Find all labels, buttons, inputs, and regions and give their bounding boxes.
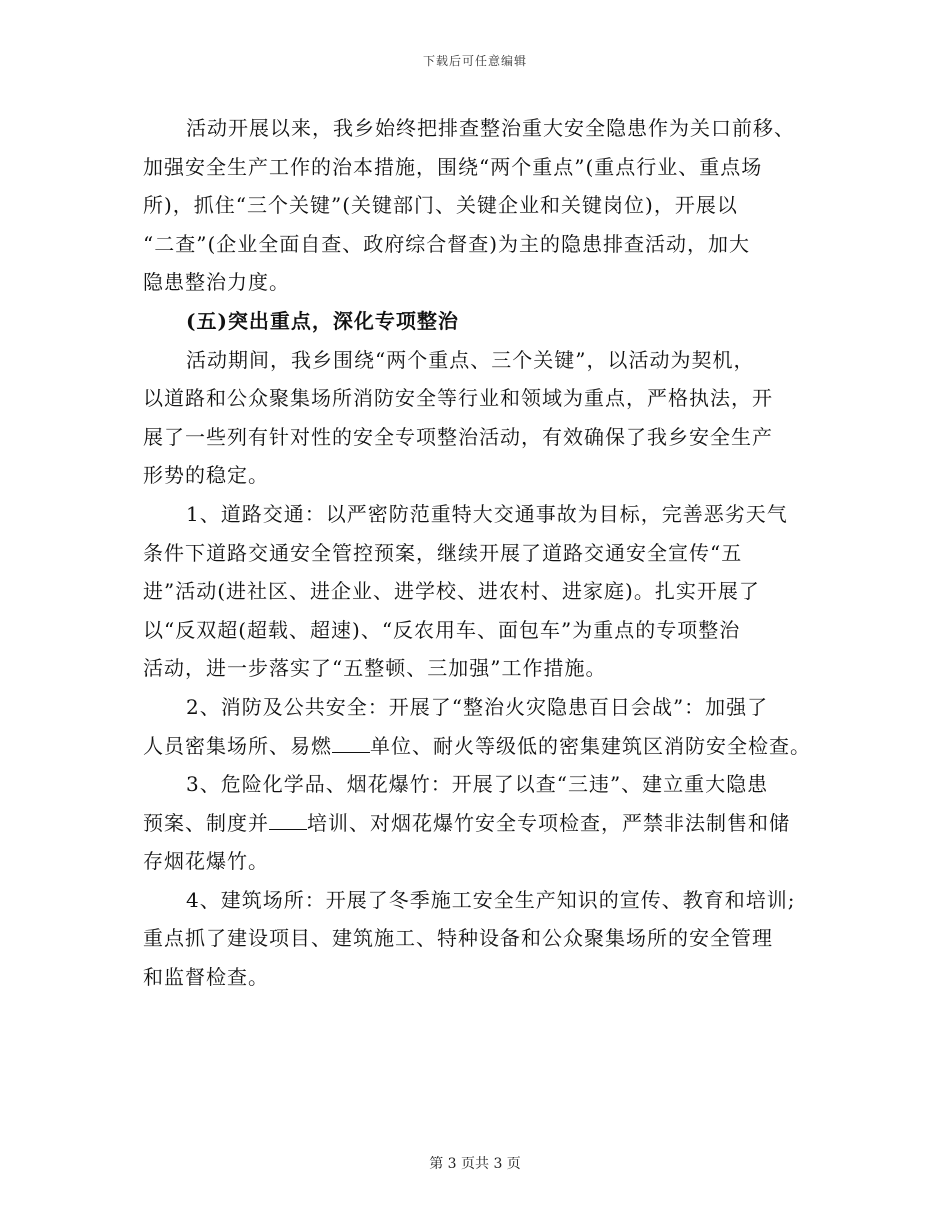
text-line: 2、消防及公共安全：开展了“整治火灾隐患百日会战”：加强了	[186, 694, 769, 719]
text-line: 条件下道路交通安全管控预案，继续开展了道路交通安全宣传“五	[143, 540, 743, 565]
text-line	[143, 727, 823, 766]
paragraph-construction-sites	[143, 881, 823, 997]
text-line: 进”活动(进社区、进企业、进学校、进农村、进家庭)。扎实开展了	[143, 579, 760, 604]
text-line: “二查”(企业全面自查、政府综合督查)为主的隐患排查活动，加大	[143, 231, 751, 256]
paragraph-special-rectification	[143, 341, 823, 495]
text-line: 活动，进一步落实了“五整顿、三加强”工作措施。	[143, 656, 607, 681]
text-line: 1、道路交通：以严密防范重特大交通事故为目标，完善恶劣天气	[186, 501, 788, 526]
text-line: 存烟花爆竹。	[143, 849, 269, 874]
text-line: 活动开展以来，我乡始终把排查整治重大安全隐患作为关口前移、	[186, 116, 795, 140]
text-line: 所)，抓住“三个关键”(关键部门、关键企业和关键岗位)，开展以	[143, 193, 738, 218]
text-line: 4、建筑场所：开展了冬季施工安全生产知识的宣传、教育和培训;	[186, 887, 796, 912]
text-segment: 培训、对烟花爆竹安全专项检查，严禁非法制售和储	[307, 810, 790, 835]
text-segment: 单位、耐火等级低的密集建筑区消防安全检查。	[370, 733, 811, 758]
paragraph-road-traffic	[143, 495, 823, 688]
text-line: 隐患整治力度。	[143, 270, 290, 295]
paragraph-hazard-inspection	[143, 109, 823, 302]
text-segment: 人员密集场所、易燃	[143, 733, 332, 758]
text-line: 加强安全生产工作的治本措施，围绕“两个重点”(重点行业、重点场	[143, 154, 763, 179]
text-line: 以“反双超(超载、超速)、“反农用车、面包车”为重点的专项整治	[143, 617, 741, 642]
page-header: 下载后可任意编辑	[422, 54, 527, 68]
document-body	[143, 109, 823, 997]
text-line: 重点抓了建设项目、建筑施工、特种设备和公众聚集场所的安全管理	[143, 926, 773, 951]
blank-underline	[332, 734, 370, 753]
text-line: 3、危险化学品、烟花爆竹：开展了以查“三违”、建立重大隐患	[186, 772, 769, 797]
paragraph-hazardous-chemicals	[143, 765, 823, 881]
text-line: 形势的稳定。	[143, 463, 269, 488]
text-line: 以道路和公众聚集场所消防安全等行业和领域为重点，严格执法，开	[143, 386, 773, 411]
text-line: 展了一些列有针对性的安全专项整治活动，有效确保了我乡安全生产	[143, 424, 773, 449]
text-line: 活动期间，我乡围绕“两个重点、三个关键”，以活动为契机，	[186, 347, 755, 372]
section-heading: (五)突出重点，深化专项整治	[186, 308, 459, 333]
text-line	[143, 804, 823, 843]
text-segment: 预案、制度并	[143, 810, 269, 835]
page-number: 第 3 页共 3 页	[429, 1156, 521, 1172]
blank-underline	[269, 811, 307, 830]
paragraph-fire-safety	[143, 688, 823, 765]
text-line: 和监督检查。	[143, 965, 269, 990]
